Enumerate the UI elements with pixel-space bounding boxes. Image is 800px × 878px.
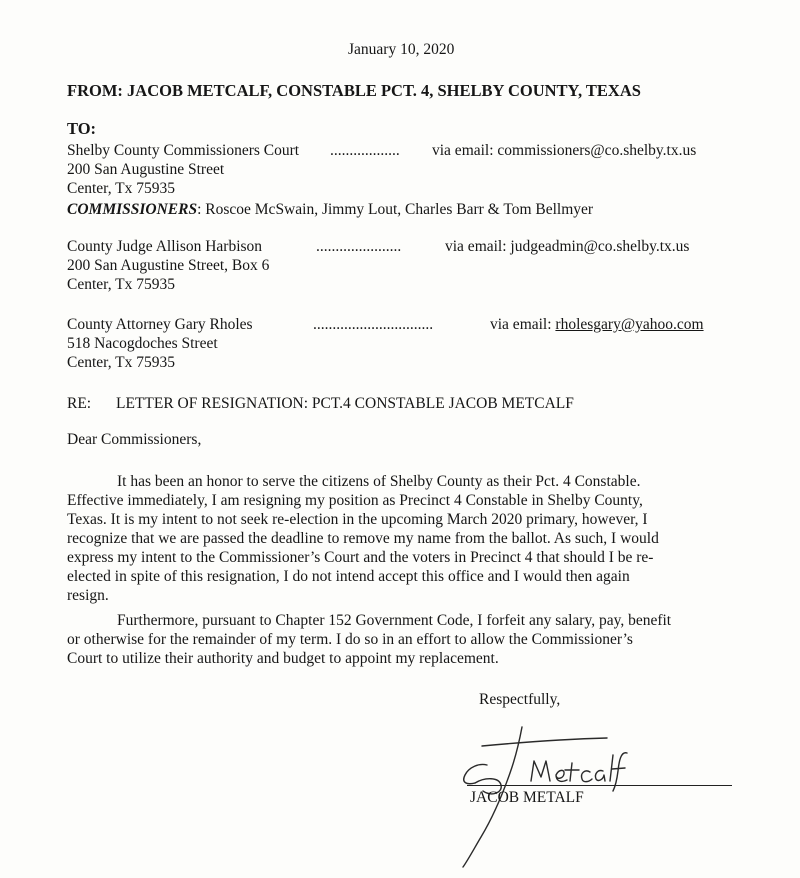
body-paragraph-2 <box>67 611 737 668</box>
letter-date: January 10, 2020 <box>348 41 455 58</box>
recipient-dots: ............................... <box>313 316 434 333</box>
to-label: TO: <box>67 119 97 138</box>
recipient-city: Center, Tx 75935 <box>67 276 176 293</box>
commissioners-label: COMMISSIONERS <box>67 201 198 218</box>
recipient-dots: ...................... <box>316 238 402 255</box>
from-line: FROM: JACOB METCALF, CONSTABLE PCT. 4, SHELBY COUNTY, TEXAS <box>67 81 641 100</box>
signature-line <box>467 785 732 786</box>
recipient-email-prefix: via email: <box>490 316 556 333</box>
recipient-city: Center, Tx 75935 <box>67 354 176 371</box>
recipient-name: County Judge Allison Harbison <box>67 238 263 255</box>
paragraph-line: It has been an honor to serve the citizens of Shelby County as their Pct. 4 Constable. <box>117 473 641 490</box>
paragraph-line: elected in spite of this resignation, I do not intend accept this office and I would then again <box>67 568 630 585</box>
recipient-email-line <box>490 316 704 334</box>
paragraph-line: Effective immediately, I am resigning my position as Precinct 4 Constable in Shelby County, <box>67 492 643 509</box>
closing: Respectfully, <box>479 691 561 708</box>
recipient-address: 200 San Augustine Street <box>67 161 225 178</box>
email-link[interactable]: rholesgary@yahoo.com <box>555 316 704 333</box>
recipient-address: 518 Nacogdoches Street <box>67 335 218 352</box>
recipient-email: via email: commissioners@co.shelby.tx.us <box>432 142 697 159</box>
commissioners-line <box>67 201 593 219</box>
recipient-city: Center, Tx 75935 <box>67 180 176 197</box>
body-paragraph-1 <box>67 472 737 605</box>
paragraph-line: or otherwise for the remainder of my term. I do so in an effort to allow the Commissioner’s <box>67 631 633 648</box>
commissioners-names: : Roscoe McSwain, Jimmy Lout, Charles Barr & Tom Bellmyer <box>197 201 594 218</box>
recipient-email: via email: judgeadmin@co.shelby.tx.us <box>445 238 690 255</box>
recipient-name: Shelby County Commissioners Court <box>67 142 300 159</box>
re-subject: LETTER OF RESIGNATION: PCT.4 CONSTABLE JACOB METCALF <box>116 395 574 412</box>
paragraph-line: Court to utilize their authority and budget to appoint my replacement. <box>67 650 499 667</box>
signatory-name: JACOB METALF <box>470 789 584 806</box>
re-label: RE: <box>67 395 92 412</box>
salutation: Dear Commissioners, <box>67 431 202 448</box>
recipient-name: County Attorney Gary Rholes <box>67 316 253 333</box>
paragraph-line: Furthermore, pursuant to Chapter 152 Government Code, I forfeit any salary, pay, benefit <box>117 612 672 629</box>
paragraph-line: express my intent to the Commissioner’s Court and the voters in Precinct 4 that should I be re- <box>67 549 654 566</box>
recipient-dots: .................. <box>330 142 400 159</box>
paragraph-line: resign. <box>67 587 109 604</box>
paragraph-line: Texas. It is my intent to not seek re-election in the upcoming March 2020 primary, however, I <box>67 511 648 528</box>
paragraph-line: recognize that we are passed the deadline to remove my name from the ballot. As such, I would <box>67 530 659 547</box>
recipient-address: 200 San Augustine Street, Box 6 <box>67 257 270 274</box>
